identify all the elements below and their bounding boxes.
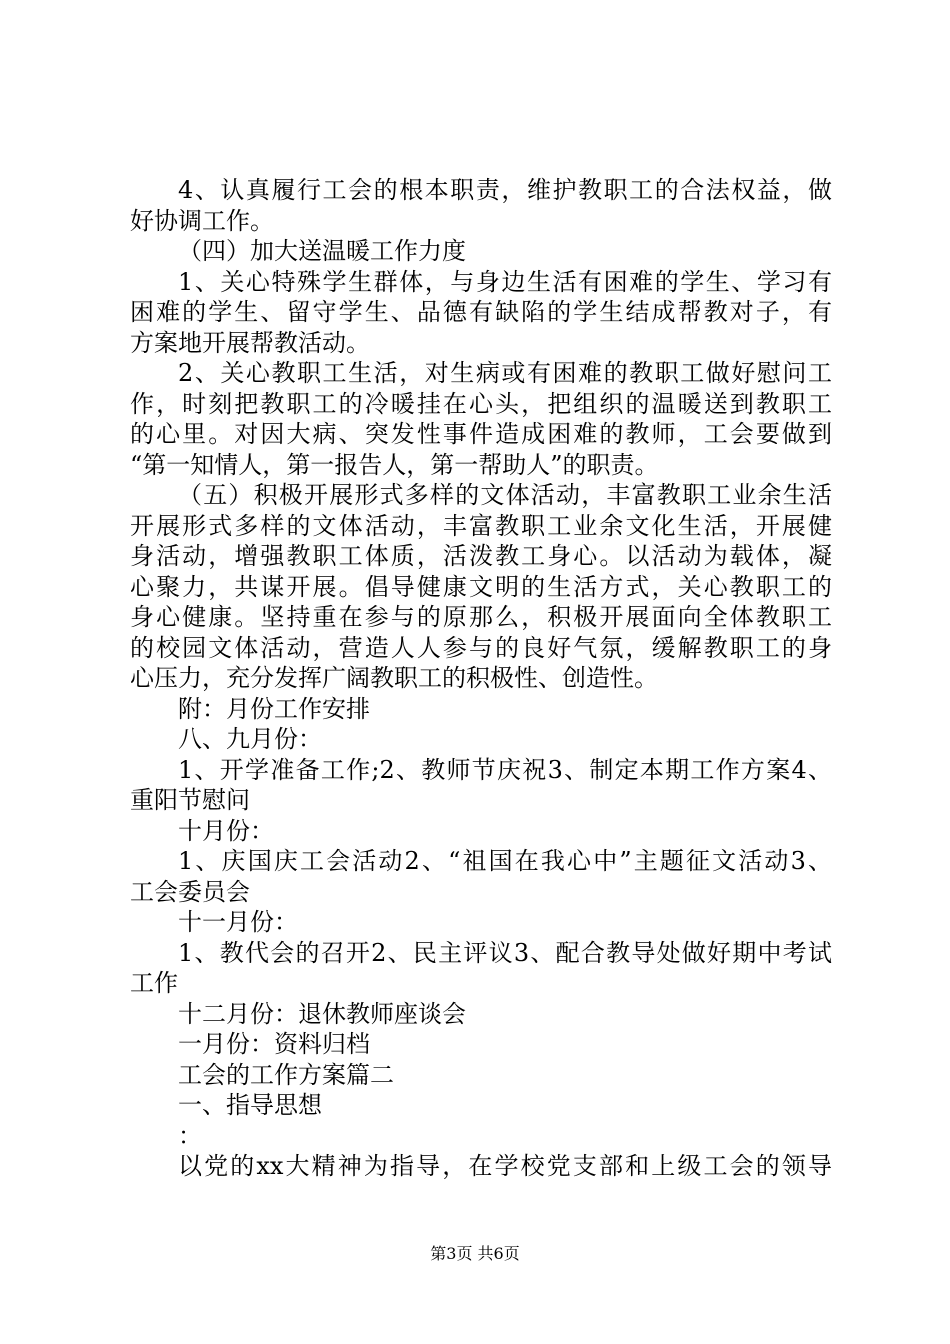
text-line: 1、庆国庆工会活动2、“祖国在我心中”主题征文活动3、 — [178, 847, 832, 875]
text-line: 重阳节慰问 — [130, 786, 250, 814]
text-line: 心压力，充分发挥广阔教职工的积极性、创造性。 — [130, 664, 658, 692]
text-line: （五）积极开展形式多样的文体活动，丰富教职工业余生活 — [178, 481, 832, 509]
text-line: 十月份： — [178, 816, 274, 845]
text-line: 附：月份工作安排 — [178, 694, 370, 723]
text-line: 的校园文体活动，营造人人参与的良好气氛，缓解教职工的身 — [130, 633, 832, 662]
text-line: 以党的xx大精神为指导，在学校党支部和上级工会的领导 — [178, 1152, 832, 1180]
text-line: 好协调工作。 — [130, 206, 274, 235]
text-line: 方案地开展帮教活动。 — [130, 328, 370, 357]
text-line: 十一月份： — [178, 908, 298, 936]
text-line: 作，时刻把教职工的冷暖挂在心头，把组织的温暖送到教职工 — [130, 389, 832, 418]
text-line: 一、指导思想 — [178, 1091, 322, 1119]
text-line: （四）加大送温暖工作力度 — [178, 237, 466, 265]
text-line: 八、九月份： — [178, 725, 322, 753]
text-line: 工会的工作方案篇二 — [178, 1060, 394, 1089]
text-line: 一月份：资料归档 — [178, 1030, 370, 1058]
text-line: 心聚力，共谋开展。倡导健康文明的生活方式，关心教职工的 — [130, 572, 832, 601]
text-line: 工会委员会 — [130, 877, 250, 906]
document-body — [130, 175, 832, 1182]
text-line: “第一知情人，第一报告人，第一帮助人”的职责。 — [130, 450, 659, 479]
text-line: 1、关心特殊学生群体，与身边生活有困难的学生、学习有 — [178, 267, 832, 296]
text-line: 1、教代会的召开2、民主评议3、配合教导处做好期中考试 — [178, 938, 832, 967]
text-line: ： — [178, 1121, 202, 1150]
text-line: 开展形式多样的文体活动，丰富教职工业余文化生活，开展健 — [130, 511, 832, 540]
page-footer: 第3页 共6页 — [430, 1244, 520, 1263]
text-line: 的心里。对因大病、突发性事件造成困难的教师，工会要做到 — [130, 420, 832, 448]
text-line: 困难的学生、留守学生、品德有缺陷的学生结成帮教对子，有 — [130, 298, 832, 326]
text-line: 2、关心教职工生活，对生病或有困难的教职工做好慰问工 — [178, 359, 832, 387]
text-line: 4、认真履行工会的根本职责，维护教职工的合法权益，做 — [178, 176, 832, 204]
text-line: 十二月份：退休教师座谈会 — [178, 999, 466, 1028]
text-line: 身心健康。坚持重在参与的原那么，积极开展面向全体教职工 — [130, 603, 832, 631]
text-line: 1、开学准备工作;2、教师节庆祝3、制定本期工作方案4、 — [178, 755, 832, 784]
text-line: 工作 — [130, 969, 178, 997]
text-line: 身活动，增强教职工体质，活泼教工身心。以活动为载体，凝 — [130, 542, 832, 570]
